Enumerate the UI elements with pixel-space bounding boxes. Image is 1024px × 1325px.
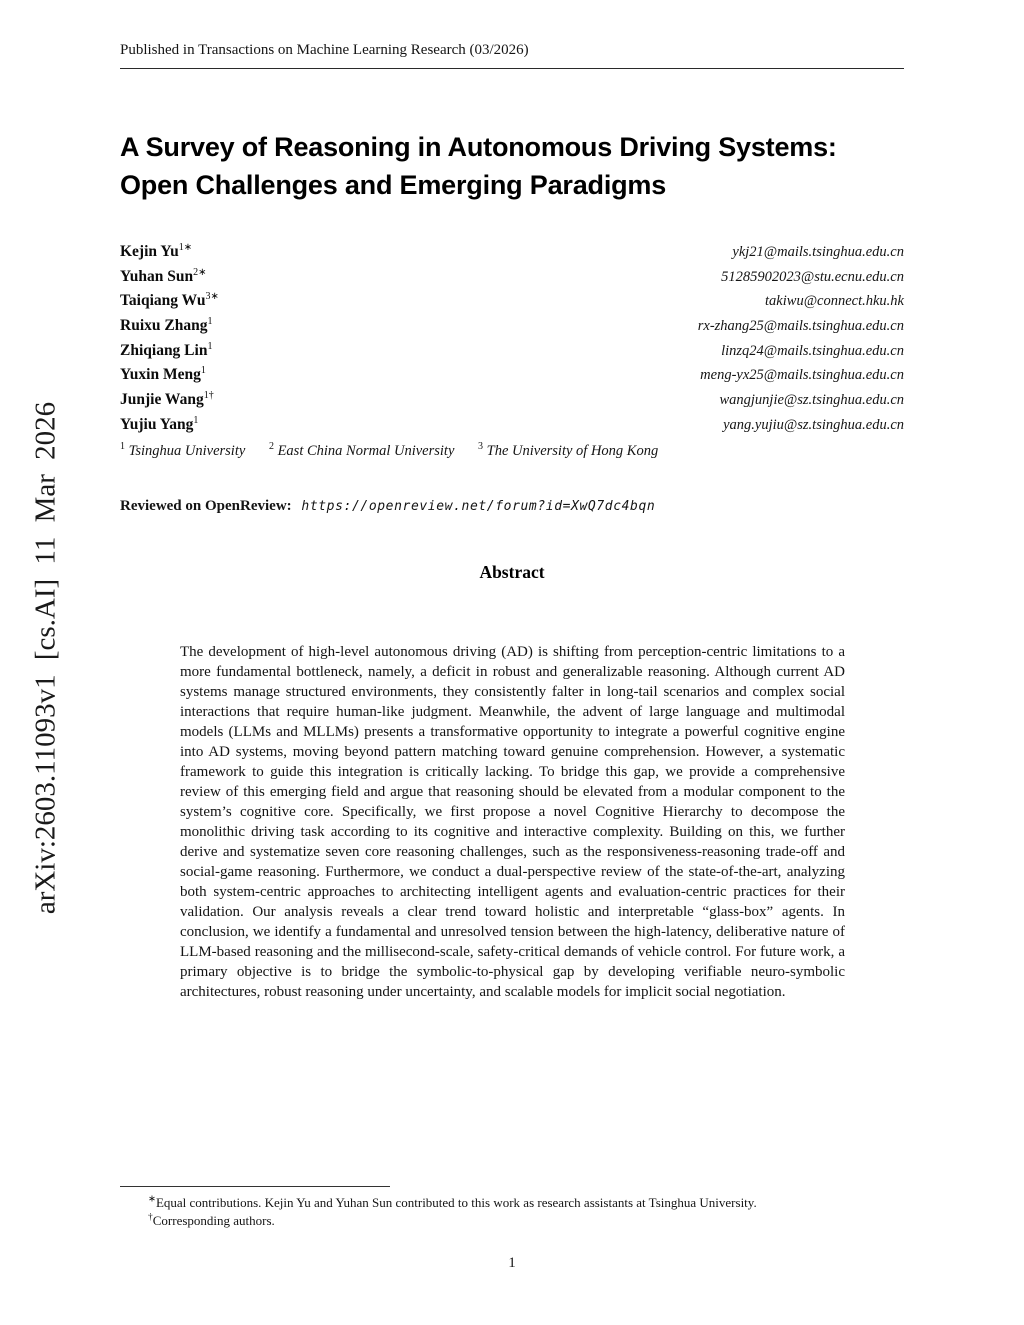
author-row: [120, 391, 904, 416]
footnote-text: Corresponding authors.: [152, 1212, 275, 1228]
author-name: [120, 268, 207, 286]
author-name-text: Yuhan Sun: [120, 267, 194, 285]
footnote-rule: [120, 1186, 390, 1187]
author-email[interactable]: yang.yujiu@sz.tsinghua.edu.cn: [723, 416, 904, 433]
author-email[interactable]: wangjunjie@sz.tsinghua.edu.cn: [719, 392, 904, 409]
author-row: [120, 317, 904, 342]
footnotes: [120, 1186, 904, 1229]
affiliation-list: [120, 443, 904, 460]
author-name: [120, 292, 219, 310]
arxiv-stamp: arXiv:2603.11093v1 [cs.AI] 11 Mar 2026: [29, 401, 62, 915]
author-sup: 2∗: [193, 266, 207, 278]
openreview-line: [120, 498, 904, 515]
paper-title-line2: Open Challenges and Emerging Paradigms: [120, 170, 667, 200]
author-row: [120, 342, 904, 367]
author-email[interactable]: takiwu@connect.hku.hk: [765, 293, 904, 310]
author-name: [120, 391, 214, 409]
affiliation-sup: 2: [268, 441, 274, 453]
author-list: [120, 243, 904, 441]
author-sup: 1: [200, 365, 206, 377]
affiliation-name: The University of Hong Kong: [486, 443, 659, 459]
author-sup: 1: [193, 414, 199, 426]
author-name: [120, 342, 212, 360]
paper-title-line1: A Survey of Reasoning in Autonomous Driving Systems:: [120, 132, 837, 162]
author-row: [120, 268, 904, 293]
footnote-equal-contributions: [120, 1194, 904, 1212]
affiliation-sup: 1: [120, 441, 125, 453]
author-row: [120, 416, 904, 441]
author-name-text: Yuxin Meng: [120, 366, 201, 384]
author-sup: 1∗: [178, 241, 193, 253]
author-name-text: Junjie Wang: [120, 391, 204, 409]
author-email[interactable]: 51285902023@stu.ecnu.edu.cn: [721, 268, 904, 285]
footnote-corresponding-authors: [120, 1212, 904, 1230]
footnote-marker: †: [148, 1212, 153, 1223]
author-email[interactable]: meng-yx25@mails.tsinghua.edu.cn: [700, 367, 904, 384]
abstract-text: The development of high-level autonomous driving (AD) is shifting from perception-centric limitations to a more fundamental bottleneck, namely, a deficit in robust and generalizable reasoning. Although current AD systems manage structured environments, they consistently falter in long-tail scenarios and complex social interactions that require human-like judgment. Meanwhile, the advent of large language and multimodal models (LLMs and MLLMs) presents a transformative opportunity to integrate a powerful cognitive engine into AD systems, moving beyond pattern matching toward genuine comprehension. However, a systematic framework to guide this integration is critically lacking. To bridge this gap, we provide a comprehensive review of this emerging field and argue that reasoning should be elevated from a modular component to the system’s cognitive core. Specifically, we first propose a novel Cognitive Hierarchy to decompose the monolithic driving task according to its cognitive and interactive complexity. Building on this, we further derive and systematize seven core reasoning challenges, such as the responsiveness-reasoning trade-off and social-game reasoning. Furthermore, we conduct a dual-perspective review of the state-of-the-art, analyzing both system-centric approaches to architecting intelligent agents and evaluation-centric practices for their validation. Our analysis reveals a clear trend toward holistic and interpretable “glass-box” agents. In conclusion, we identify a fundamental and unresolved tension between the high-latency, deliberative nature of LLM-based reasoning and the millisecond-scale, safety-critical demands of vehicle control. For future work, a primary objective is to bridge the symbolic-to-physical gap by developing verifiable neuro-symbolic architectures, robust reasoning under uncertainty, and scalable models for implicit social negotiation.: [180, 644, 845, 1000]
author-name: [120, 416, 198, 434]
affiliation: [269, 443, 454, 459]
author-name: [120, 366, 206, 384]
author-sup: 3∗: [205, 291, 219, 303]
author-name-text: Zhiqiang Lin: [120, 341, 208, 359]
author-name: [120, 243, 192, 261]
author-row: [120, 292, 904, 317]
affiliation-name: Tsinghua University: [128, 443, 246, 459]
author-row: [120, 243, 904, 268]
author-email[interactable]: linzq24@mails.tsinghua.edu.cn: [721, 342, 904, 359]
footnote-text: Equal contributions. Kejin Yu and Yuhan Sun contributed to this work as research assistants at Tsinghua University.: [155, 1195, 757, 1210]
author-sup: 1: [207, 340, 213, 352]
publication-header: Published in Transactions on Machine Learning Research (03/2026): [120, 42, 904, 69]
author-name-text: Taiqiang Wu: [120, 292, 206, 310]
author-email[interactable]: rx-zhang25@mails.tsinghua.edu.cn: [697, 318, 904, 335]
author-sup: 1†: [203, 389, 214, 401]
author-name-text: Ruixu Zhang: [120, 317, 208, 335]
author-name: [120, 317, 212, 335]
author-name-text: Kejin Yu: [120, 243, 179, 260]
author-sup: 1: [207, 315, 213, 327]
affiliation: [120, 443, 245, 459]
openreview-url[interactable]: https://openreview.net/forum?id=XwQ7dc4bqn: [301, 499, 656, 514]
abstract-heading: Abstract: [479, 562, 545, 582]
affiliation-name: East China Normal University: [277, 443, 455, 459]
author-name-text: Yujiu Yang: [120, 415, 194, 433]
paper-title: [120, 128, 920, 204]
openreview-label: Reviewed on OpenReview:: [120, 498, 292, 514]
affiliation-sup: 3: [478, 441, 484, 453]
page-number: 1: [508, 1255, 516, 1271]
author-row: [120, 366, 904, 391]
author-email[interactable]: ykj21@mails.tsinghua.edu.cn: [732, 244, 904, 260]
footnote-marker: ∗: [148, 1194, 156, 1205]
affiliation: [478, 443, 658, 459]
